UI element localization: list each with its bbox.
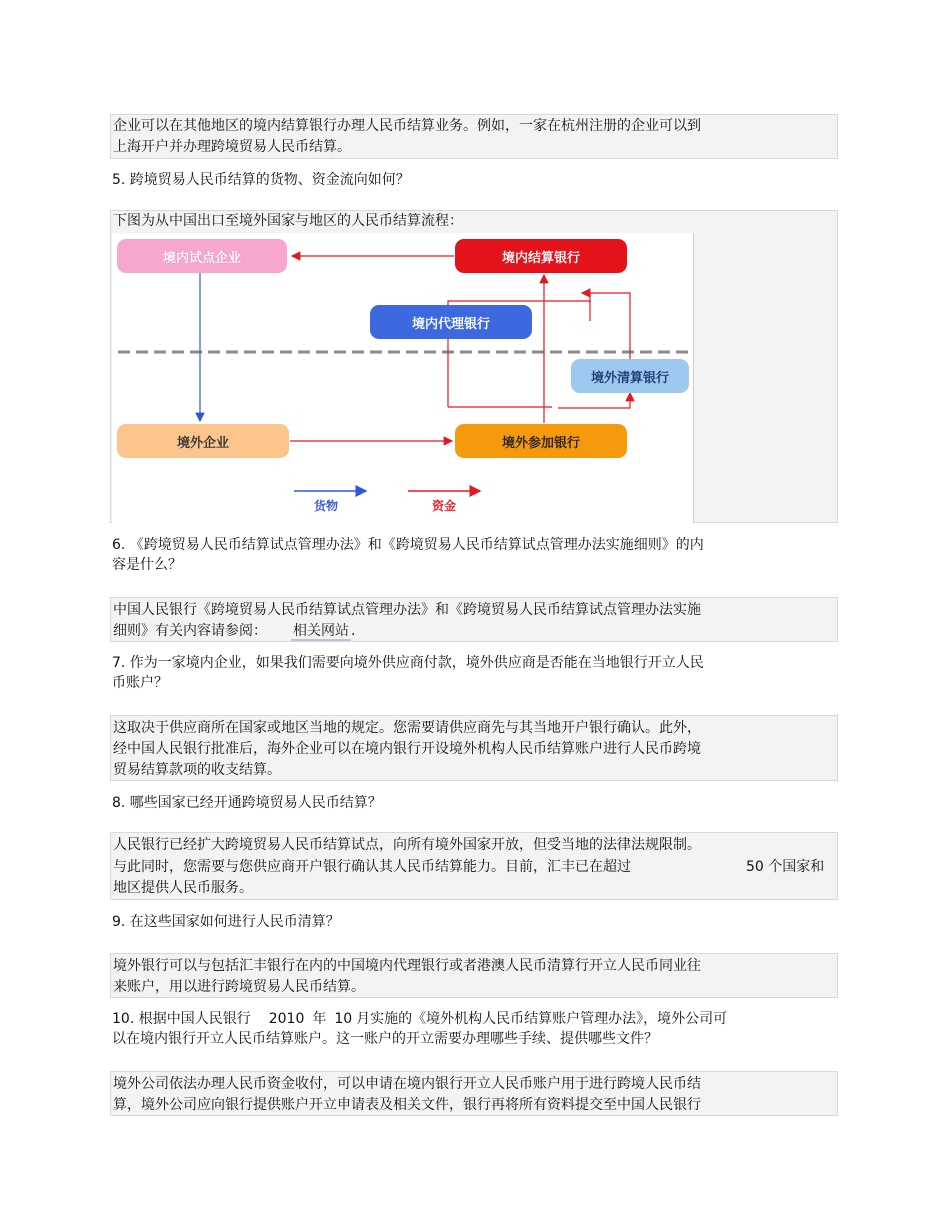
answer-10-line-2: 算，境外公司应向银行提供账户开立申请表及相关文件，银行再将所有资料提交至中国人民银行 xyxy=(113,1097,701,1113)
q10-year-unit: 年 xyxy=(312,1011,327,1027)
answer-6-line-2 xyxy=(113,621,355,641)
answer-9-line-1: 境外银行可以与包括汇丰银行在内的中国境内代理银行或者港澳人民币清算行开立人民币同业往 xyxy=(113,958,701,974)
answer-8-line-2b: 50 个国家和 xyxy=(746,859,825,875)
settlement-flow-diagram xyxy=(112,233,694,523)
answer-5-text: 下图为从中国出口至境外国家与地区的人民币结算流程： xyxy=(113,213,463,229)
q10-month: 10 xyxy=(334,1011,353,1027)
q10-part-e: 月实施的《境外机构人民币结算账户管理办法》，境外公司可 xyxy=(356,1011,728,1027)
question-8: 8. 哪些国家已经开通跨境贸易人民币结算？ xyxy=(112,795,382,811)
answer-8-line-3: 地区提供人民币服务。 xyxy=(113,880,253,896)
node-overseas-clearing-bank: 境外清算银行 xyxy=(571,359,689,393)
answer-7-line-2: 经中国人民银行批准后，海外企业可以在境内银行开设境外机构人民币结算账户进行人民币跨境 xyxy=(113,741,701,757)
legend-goods-label: 货物 xyxy=(314,499,339,513)
question-7-line-1: 7. 作为一家境内企业，如果我们需要向境外供应商付款，境外供应商是否能在当地银行开立人民 xyxy=(112,655,704,671)
funds-loop-clearing-bank xyxy=(558,393,630,408)
question-6-line-1: 6. 《跨境贸易人民币结算试点管理办法》和《跨境贸易人民币结算试点管理办法实施细则》的内 xyxy=(112,537,704,553)
answer-7-line-3: 贸易结算款项的收支结算。 xyxy=(113,762,281,778)
answer-intro-line-1: 企业可以在其他地区的境内结算银行办理人民币结算业务。例如，一家在杭州注册的企业可以到 xyxy=(113,118,701,134)
question-9: 9. 在这些国家如何进行人民币清算？ xyxy=(112,914,340,930)
question-5: 5. 跨境贸易人民币结算的货物、资金流向如何？ xyxy=(112,172,410,188)
node-domestic-agent-bank: 境内代理银行 xyxy=(370,305,532,339)
q10-part-a: 10. 根据中国人民银行 xyxy=(112,1011,251,1027)
answer-7-line-1: 这取决于供应商所在国家或地区当地的规定。您需要请供应商先与其当地开户银行确认。此外， xyxy=(113,720,701,736)
answer-6-prefix: 细则》有关内容请参阅： xyxy=(113,623,267,639)
answer-8-line-1: 人民银行已经扩大跨境贸易人民币结算试点，向所有境外国家开放，但受当地的法律法规限制。 xyxy=(113,837,701,853)
node-domestic-pilot-enterprise: 境内试点企业 xyxy=(117,239,287,273)
answer-9-line-2: 来账户，用以进行跨境贸易人民币结算。 xyxy=(113,979,365,995)
answer-8-line-2a: 与此同时，您需要与您供应商开户银行确认其人民币结算能力。目前，汇丰已在超过 xyxy=(113,859,631,875)
answer-10-line-1: 境外公司依法办理人民币资金收付，可以申请在境内银行开立人民币账户用于进行跨境人民币结 xyxy=(113,1076,701,1092)
related-website-link[interactable]: 相关网站 xyxy=(293,623,349,639)
question-10-line-2: 以在境内银行开立人民币结算账户。这一账户的开立需要办理哪些手续、提供哪些文件？ xyxy=(112,1031,658,1047)
question-6-line-2: 容是什么？ xyxy=(112,557,182,573)
legend-funds-label: 资金 xyxy=(432,499,457,513)
node-domestic-settlement-bank: 境内结算银行 xyxy=(455,239,627,273)
answer-6-suffix: . xyxy=(351,623,356,639)
q10-year: 2010 xyxy=(268,1011,305,1027)
question-10-line-1 xyxy=(112,1009,727,1029)
node-overseas-enterprise: 境外企业 xyxy=(117,424,289,458)
question-7-line-2: 币账户？ xyxy=(112,675,168,691)
node-overseas-participating-bank: 境外参加银行 xyxy=(455,424,627,458)
answer-intro-line-2: 上海开户并办理跨境贸易人民币结算。 xyxy=(113,139,351,155)
answer-6-line-1: 中国人民银行《跨境贸易人民币结算试点管理办法》和《跨境贸易人民币结算试点管理办法实施 xyxy=(113,602,701,618)
